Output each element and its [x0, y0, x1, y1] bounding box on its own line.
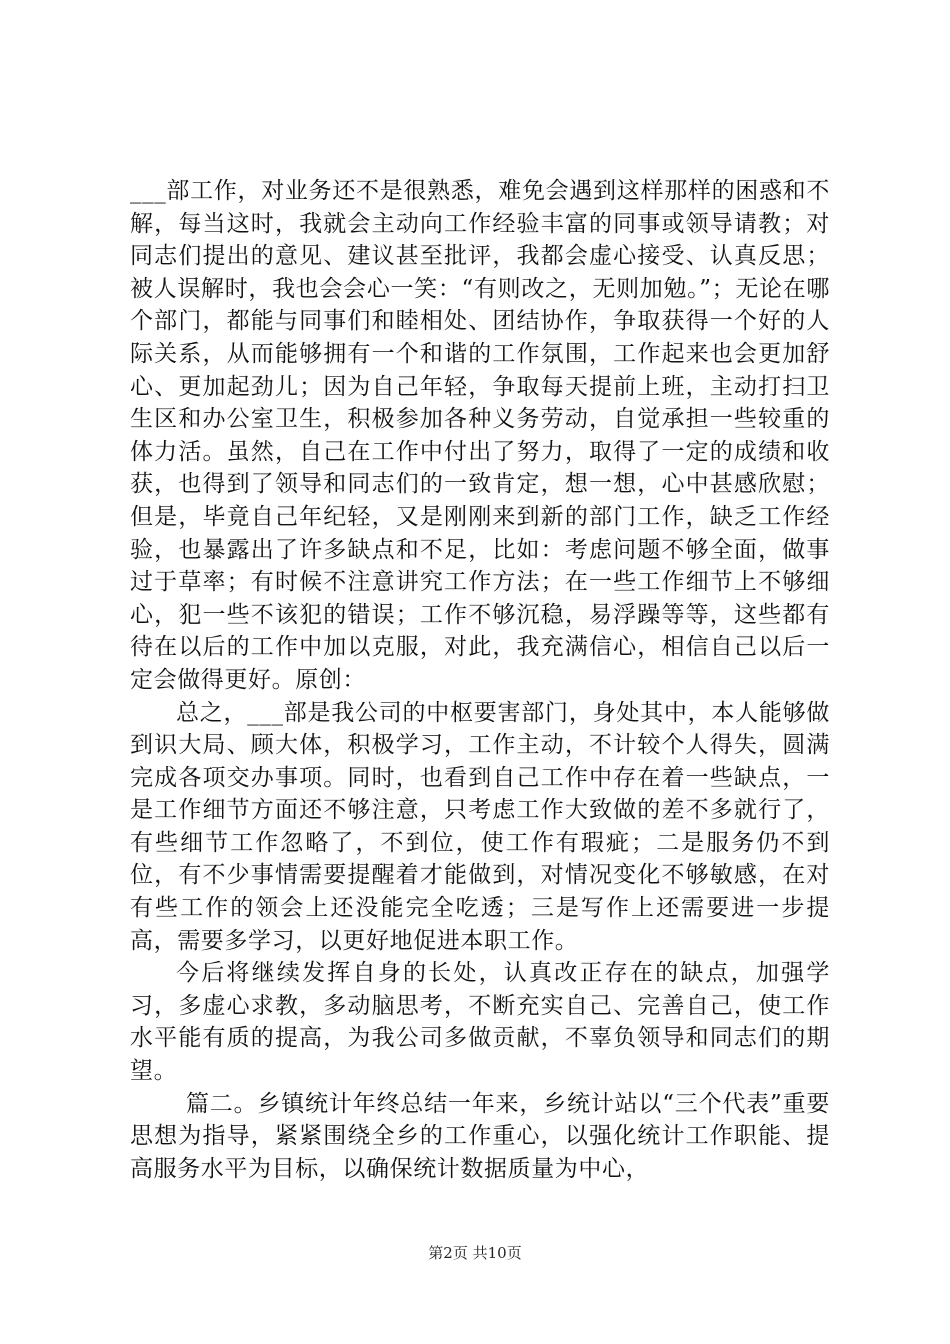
document-body: [130, 175, 830, 1185]
paragraph-4: 篇二。乡镇统计年终总结一年来，乡统计站以“三个代表”重要思想为指导，紧紧围绕全乡的工作重心，以强化统计工作职能、提高服务水平为目标，以确保统计数据质量为中心，: [130, 1090, 830, 1182]
paragraph-1: ___部工作，对业务还不是很熟悉，难免会遇到这样那样的困惑和不解，每当这时，我就会主动向工作经验丰富的同事或领导请教；对同志们提出的意见、建议甚至批评，我都会虚心接受、认真反思；被人误解时，我也会会心一笑：“有则改之，无则加勉。”；无论在哪个部门，都能与同事们和睦相处、团结协作，争取获得一个好的人际关系，从而能够拥有一个和谐的工作氛围，工作起来也会更加舒心、更加起劲儿；因为自己年轻，争取每天提前上班，主动打扫卫生区和办公室卫生，积极参加各种义务劳动，自觉承担一些较重的体力活。虽然，自己在工作中付出了努力，取得了一定的成绩和收获，也得到了领导和同志们的一致肯定，想一想，心中甚感欣慰；但是，毕竟自己年纪轻，又是刚刚来到新的部门工作，缺乏工作经验，也暴露出了许多缺点和不足，比如：考虑问题不够全面，做事过于草率；有时候不注意讲究工作方法；在一些工作细节上不够细心，犯一些不该犯的错误；工作不够沉稳，易浮躁等等，这些都有待在以后的工作中加以克服，对此，我充满信心，相信自己以后一定会做得更好。原创：: [130, 178, 830, 693]
paragraph-3: 今后将继续发挥自身的长处，认真改正存在的缺点，加强学习，多虚心求教，多动脑思考，不断充实自己、完善自己，使工作水平能有质的提高，为我公司多做贡献，不辜负领导和同志们的期望。: [130, 960, 830, 1085]
page-footer: [0, 1243, 950, 1263]
paragraph-2: 总之，___部是我公司的中枢要害部门，身处其中，本人能够做到识大局、顾大体，积极学习，工作主动，不计较个人得失，圆满完成各项交办事项。同时，也看到自己工作中存在着一些缺点，一是工作细节方面还不够注意，只考虑工作大致做的差不多就行了，有些细节工作忽略了，不到位，使工作有瑕疵；二是服务仍不到位，有不少事情需要提醒着才能做到，对情况变化不够敏感，在对有些工作的领会上还没能完全吃透；三是写作上还需要进一步提高，需要多学习，以更好地促进本职工作。: [130, 699, 830, 954]
page-number: 第2页 共10页: [428, 1244, 522, 1262]
